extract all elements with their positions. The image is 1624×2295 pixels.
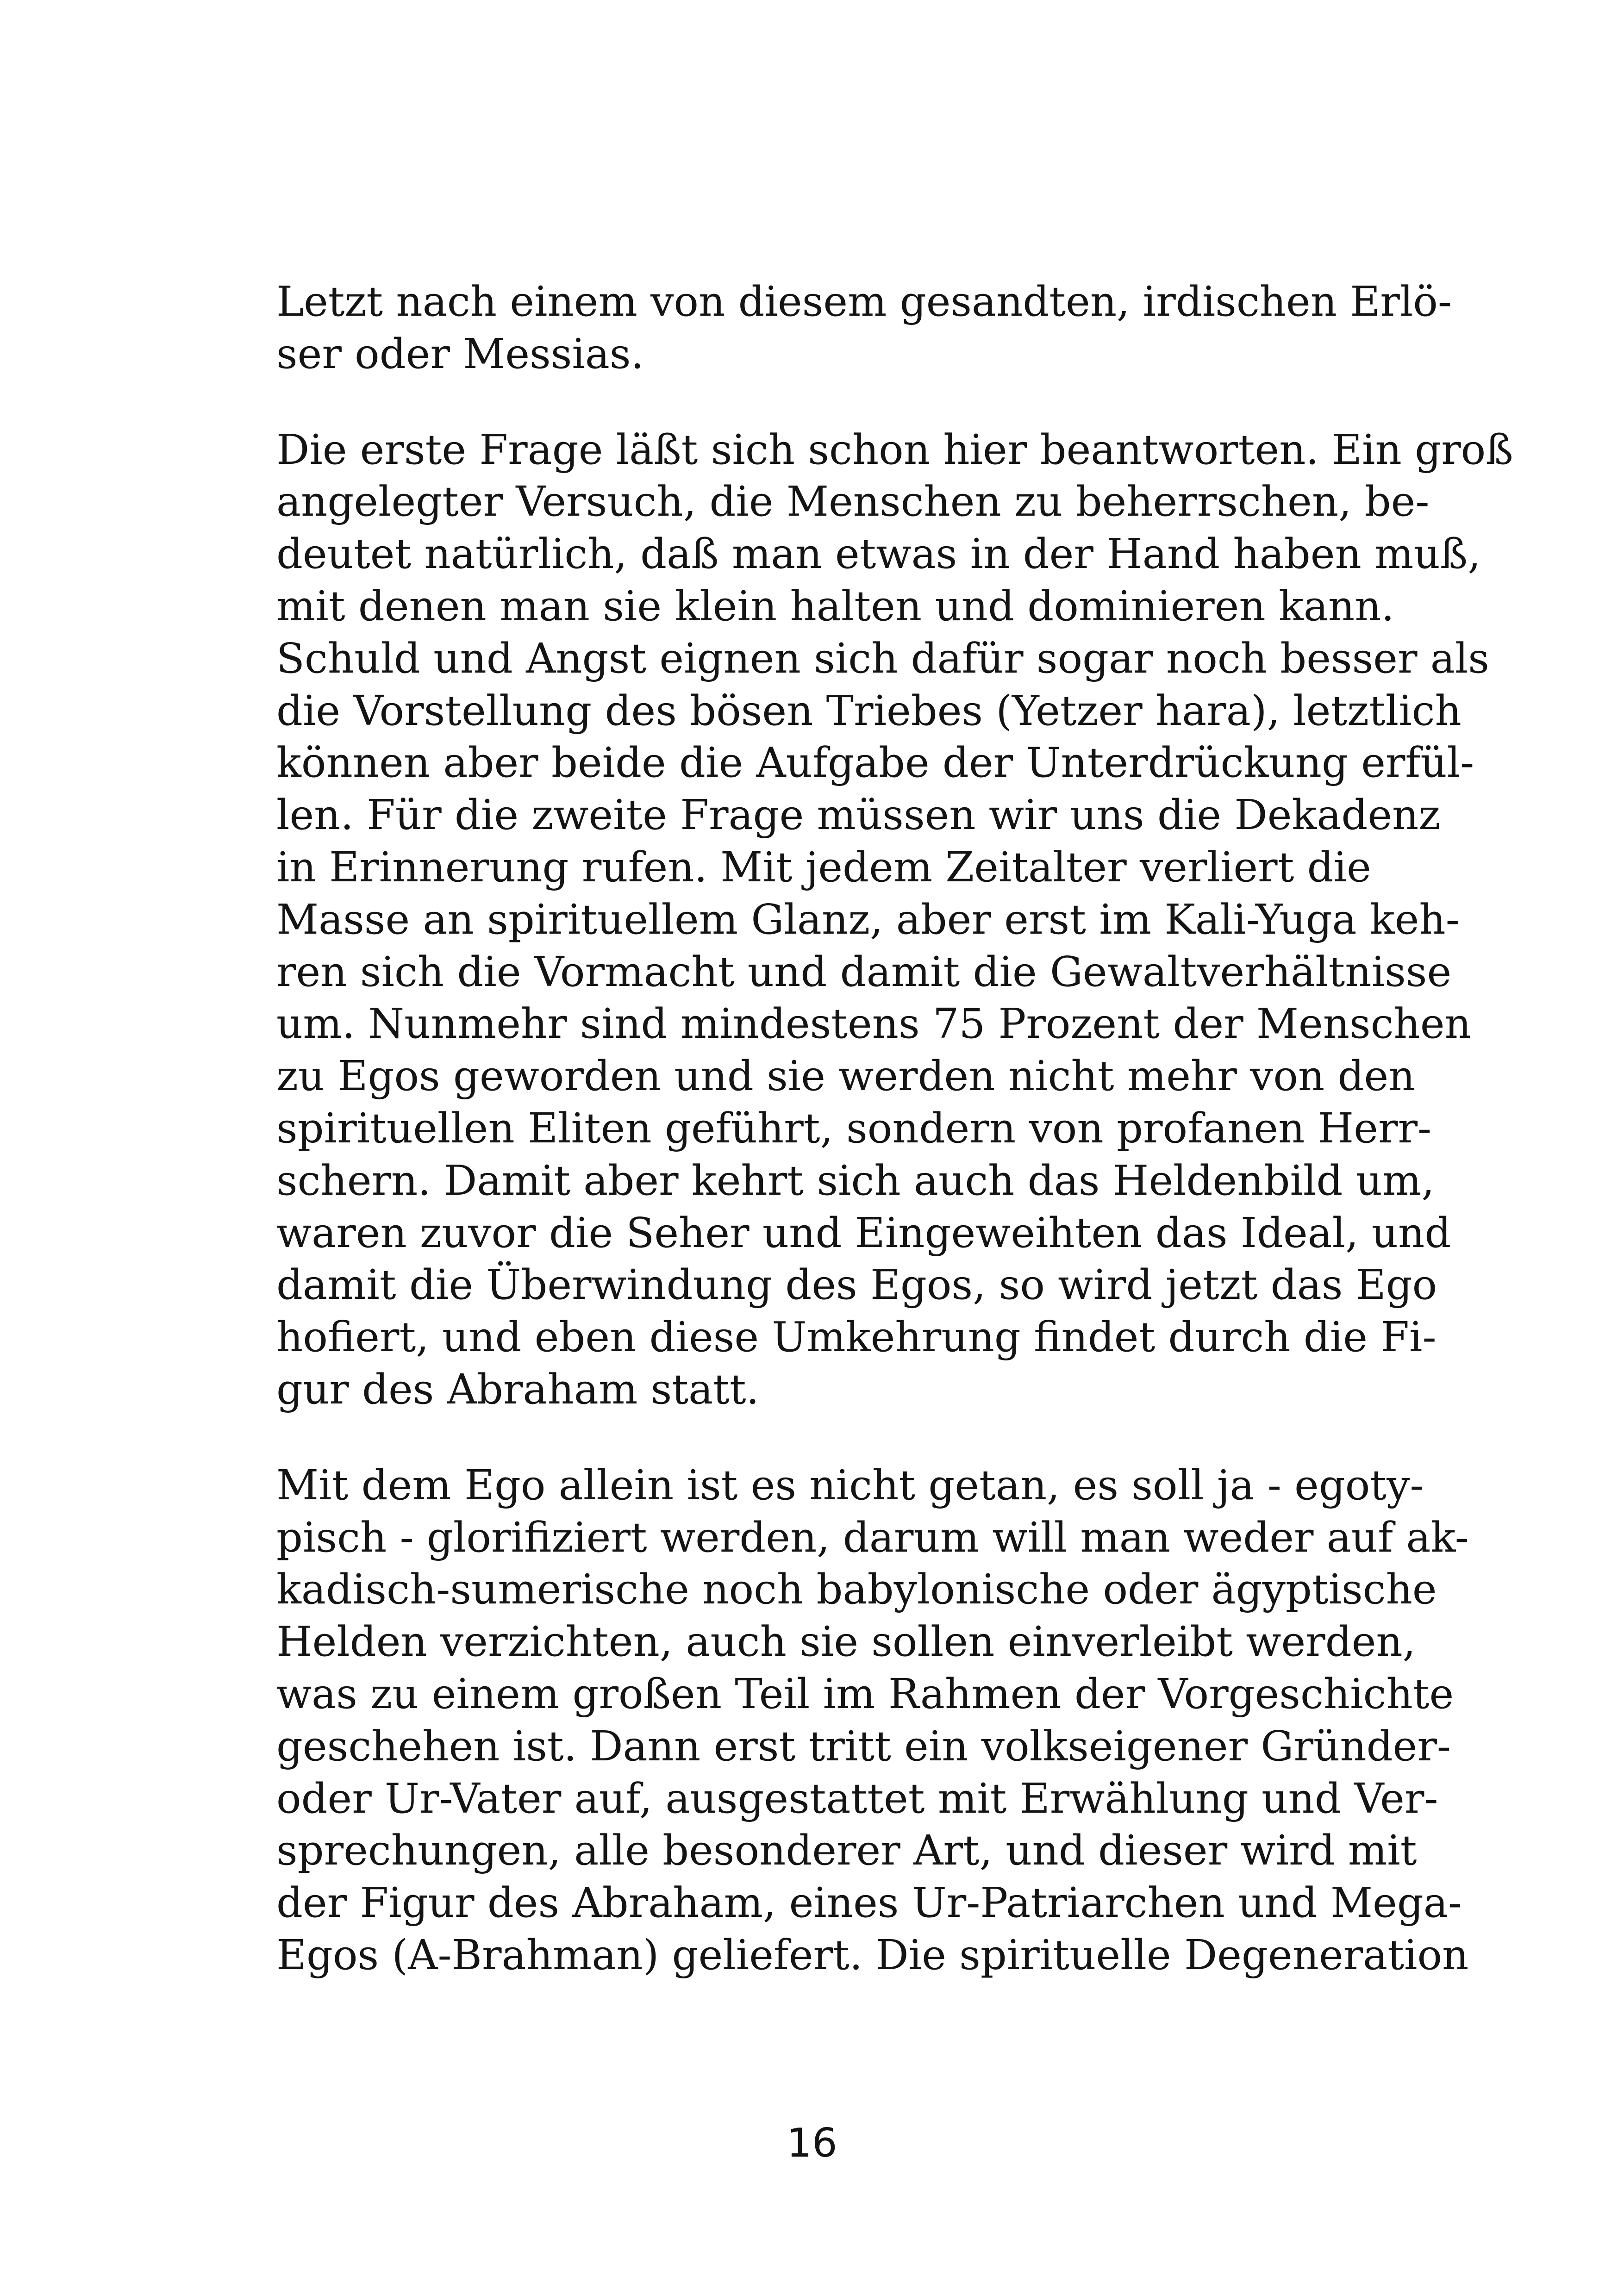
text-line: len. Für die zweite Frage müssen wir uns die Dekadenz xyxy=(276,791,1441,839)
text-line: Mit dem Ego allein ist es nicht getan, es soll ja - egoty- xyxy=(276,1460,1424,1509)
text-line: die Vorstellung des bösen Triebes (Yetzer hara), letztlich xyxy=(276,686,1462,735)
text-line: kadisch-sumerische noch babylonische oder ägyptische xyxy=(276,1565,1437,1614)
page-number: 16 xyxy=(787,2120,837,2166)
text-line: können aber beide die Aufgabe der Unterdrückung erfül- xyxy=(276,738,1474,787)
paragraph-3 xyxy=(276,1459,1469,1981)
paragraph-gap xyxy=(276,1416,1349,1459)
text-line: deutet natürlich, daß man etwas in der Hand haben muß, xyxy=(276,530,1481,578)
text-line: ser oder Messias. xyxy=(276,329,644,378)
text-line: Masse an spirituellem Glanz, aber erst im Kali-Yuga keh- xyxy=(276,895,1460,943)
paragraph-2 xyxy=(276,424,1513,1416)
text-line: pisch - glorifiziert werden, darum will man weder auf ak- xyxy=(276,1513,1469,1561)
text-line: zu Egos geworden und sie werden nicht mehr von den xyxy=(276,1052,1415,1100)
text-line: in Erinnerung rufen. Mit jedem Zeitalter verliert die xyxy=(276,842,1371,891)
text-line: oder Ur-Vater auf, ausgestattet mit Erwählung und Ver- xyxy=(276,1774,1438,1822)
text-line: der Figur des Abraham, eines Ur-Patriarchen und Mega- xyxy=(276,1878,1462,1927)
text-line: Schuld und Angst eignen sich dafür sogar noch besser als xyxy=(276,634,1489,682)
text-line: sprechungen, alle besonderer Art, und dieser wird mit xyxy=(276,1826,1417,1875)
text-line: geschehen ist. Dann erst tritt ein volkseigener Gründer- xyxy=(276,1721,1451,1770)
text-line: mit denen man sie klein halten und dominieren kann. xyxy=(276,581,1394,630)
text-line: um. Nunmehr sind mindestens 75 Prozent der Menschen xyxy=(276,999,1471,1048)
text-line: angelegter Versuch, die Menschen zu beherrschen, be- xyxy=(276,477,1430,526)
text-line: damit die Überwindung des Egos, so wird jetzt das Ego xyxy=(276,1260,1437,1309)
text-line: waren zuvor die Seher und Eingeweihten das Ideal, und xyxy=(276,1208,1451,1257)
body-text xyxy=(276,275,1513,1981)
text-line: Egos (A-Brahman) geliefert. Die spirituelle Degeneration xyxy=(276,1930,1469,1979)
text-line: ren sich die Vormacht und damit die Gewaltverhältnisse xyxy=(276,947,1452,996)
text-line: schern. Damit aber kehrt sich auch das Heldenbild um, xyxy=(276,1156,1435,1204)
paragraph-gap xyxy=(276,380,1349,424)
paragraph-1 xyxy=(276,275,1452,380)
text-line: hofiert, und eben diese Umkehrung findet durch die Fi- xyxy=(276,1313,1437,1361)
text-line: gur des Abraham statt. xyxy=(276,1365,759,1413)
text-line: Die erste Frage läßt sich schon hier beantworten. Ein groß xyxy=(276,425,1513,474)
text-line: Letzt nach einem von diesem gesandten, irdischen Erlö- xyxy=(276,277,1452,325)
text-line: was zu einem großen Teil im Rahmen der Vorgeschichte xyxy=(276,1669,1454,1718)
text-line: spirituellen Eliten geführt, sondern von profanen Herr- xyxy=(276,1104,1432,1152)
text-line: Helden verzichten, auch sie sollen einverleibt werden, xyxy=(276,1617,1416,1666)
